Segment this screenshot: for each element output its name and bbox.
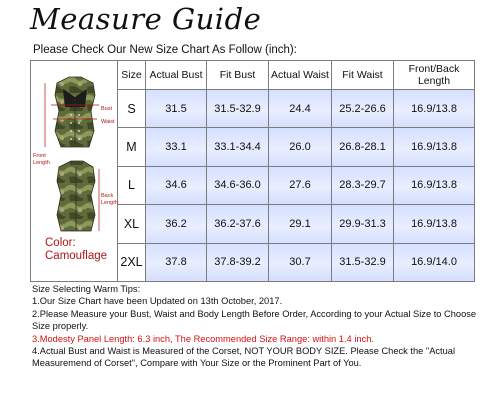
front-annotation: Front (33, 152, 46, 159)
size-cell: XL (118, 205, 146, 243)
product-image-cell (31, 61, 118, 282)
warm-tips (32, 283, 492, 370)
size-cell: S (118, 90, 146, 128)
tip-item: 2.Please Measure your Bust, Waist and Body Length Before Order, According to your Actual Size to Choose Size properly. (32, 308, 477, 332)
color-label-heading: Color: (45, 236, 76, 249)
fit-waist-cell: 26.8-28.1 (332, 128, 394, 166)
fit-bust-cell: 33.1-34.4 (207, 128, 269, 166)
actual-waist-cell: 27.6 (269, 166, 332, 204)
color-value: Camouflage (45, 249, 108, 262)
fit-waist-cell: 28.3-29.7 (332, 166, 394, 204)
fit-waist-cell: 25.2-26.6 (332, 90, 394, 128)
back-length-annotation: Length (101, 199, 118, 206)
actual-waist-cell: 26.0 (269, 128, 332, 166)
front-view (45, 77, 99, 147)
fit-waist-cell: 29.9-31.3 (332, 205, 394, 243)
tip-item-highlighted: 3.Modesty Panel Length: 6.3 inch, The Recommended Size Range: within 1.4 inch. (32, 333, 374, 344)
length-cell: 16.9/13.8 (394, 128, 475, 166)
back-view (57, 161, 99, 231)
actual-bust-cell: 31.5 (146, 90, 207, 128)
length-cell: 16.9/13.8 (394, 205, 475, 243)
actual-waist-cell: 30.7 (269, 243, 332, 281)
front-length-annotation: Length (33, 159, 50, 166)
waist-annotation: Waist (101, 118, 115, 125)
length-cell: 16.9/13.8 (394, 90, 475, 128)
fit-bust-cell: 36.2-37.6 (207, 205, 269, 243)
size-cell: L (118, 166, 146, 204)
corset-illustration (31, 75, 121, 268)
actual-bust-cell: 37.8 (146, 243, 207, 281)
size-chart-caption: Please Check Our New Size Chart As Follow (inch): (33, 44, 297, 56)
back-annotation: Back (101, 192, 114, 199)
length-cell: 16.9/14.0 (394, 243, 475, 281)
size-cell: 2XL (118, 243, 146, 281)
bust-annotation: Bust (101, 105, 113, 112)
size-chart-table (30, 60, 475, 282)
actual-waist-cell: 24.4 (269, 90, 332, 128)
fit-bust-cell: 34.6-36.0 (207, 166, 269, 204)
fit-waist-cell: 31.5-32.9 (332, 243, 394, 281)
tip-item: 4.Actual Bust and Waist is Measured of the Corset, NOT YOUR BODY SIZE. Please Check the "Actual Measuremend of Corset", Compare with Your Size or the Prominent Part of You. (32, 346, 456, 369)
fit-bust-cell: 37.8-39.2 (207, 243, 269, 281)
header-size: Size (118, 61, 146, 90)
header-fit-bust: Fit Bust (207, 61, 269, 90)
actual-bust-cell: 36.2 (146, 205, 207, 243)
fit-bust-cell: 31.5-32.9 (207, 90, 269, 128)
size-cell: M (118, 128, 146, 166)
color-label (45, 237, 107, 263)
table-header-row (31, 61, 475, 90)
page-title: Measure Guide (30, 2, 262, 36)
header-actual-bust: Actual Bust (146, 61, 207, 90)
actual-bust-cell: 34.6 (146, 166, 207, 204)
actual-waist-cell: 29.1 (269, 205, 332, 243)
length-cell: 16.9/13.8 (394, 166, 475, 204)
tip-item: 1.Our Size Chart have been Updated on 13th October, 2017. (32, 296, 283, 307)
actual-bust-cell: 33.1 (146, 128, 207, 166)
tips-heading: Size Selecting Warm Tips: (32, 284, 141, 294)
header-fit-waist: Fit Waist (332, 61, 394, 90)
header-actual-waist: Actual Waist (269, 61, 332, 90)
header-front-back-length: Front/Back Length (394, 61, 475, 90)
